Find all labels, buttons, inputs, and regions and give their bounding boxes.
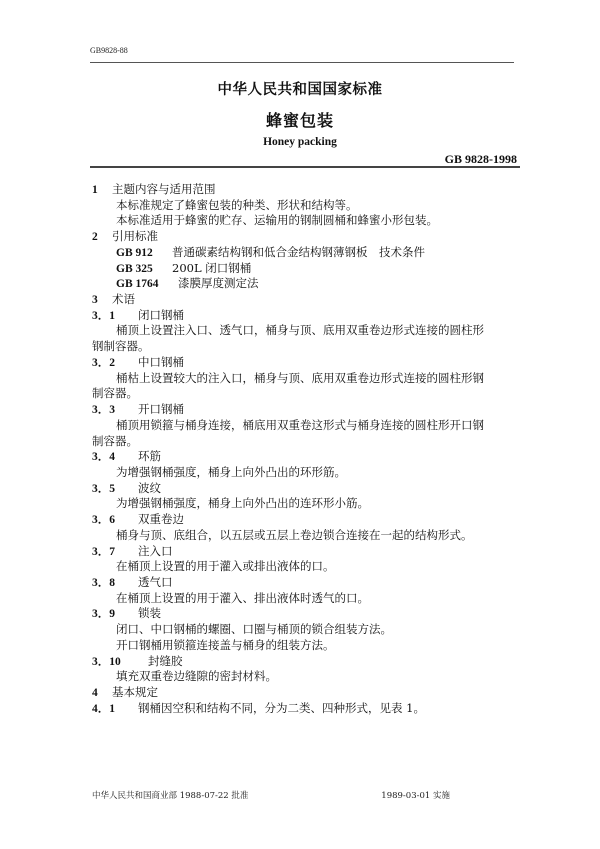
approval-note: 中华人民共和国商业部 1988-07-22 批准: [92, 791, 249, 801]
term-title: 环筋: [138, 449, 161, 464]
reference-code: GB 912: [116, 246, 153, 259]
reference-text: 普通碳素结构钢和低合金结构钢薄钢板 技术条件: [172, 244, 425, 259]
section-title: 基本规定: [112, 685, 158, 699]
section-heading: [92, 182, 522, 198]
term-definition: 桶枯上设置较大的注入口，桶身与顶、底用双重卷边形式连接的圆柱形钢: [116, 370, 484, 385]
term-title: 封缝胶: [148, 653, 183, 668]
reference-text: 200L 闭口钢桶: [172, 260, 252, 275]
section-heading: [92, 292, 522, 308]
term-number: 3．6: [92, 514, 115, 527]
clause-text: 钢桶因空积和结构不同，分为二类、四种形式，见表 1。: [138, 700, 425, 715]
clause-number: 4．1: [92, 702, 115, 715]
section-title: 术语: [112, 292, 135, 307]
page-header-code: GB9828-88: [90, 46, 128, 55]
term-heading: [92, 481, 522, 497]
term-heading: [92, 355, 522, 371]
term-definition: 桶顶用锁箍与桶身连接，桶底用双重卷这形式与桶身连接的圆柱形开口钢: [116, 417, 484, 432]
reference-item: [92, 245, 522, 261]
term-heading: [92, 512, 522, 528]
term-heading: [92, 449, 522, 465]
term-number: 3．8: [92, 576, 115, 589]
section-title: 引用标准: [112, 229, 158, 244]
section-heading: [92, 685, 522, 701]
section-number: 1: [92, 184, 98, 196]
section-title: 主题内容与适用范围: [112, 182, 216, 196]
term-number: 3．1: [92, 309, 115, 322]
term-number: 3．2: [92, 356, 115, 369]
document-body: [92, 182, 522, 716]
implementation-date: 1989-03-01 实施: [381, 791, 450, 801]
term-title: 双重卷边: [138, 512, 184, 527]
header-rule: [90, 62, 514, 63]
term-heading: [92, 654, 522, 670]
section-number: 4: [92, 687, 98, 699]
term-title: 波纹: [138, 480, 161, 495]
document-title-cn: 蜂蜜包装: [265, 111, 334, 130]
term-number: 3．4: [92, 451, 115, 464]
term-definition: 闭口、中口钢桶的螺圈、口圈与桶顶的锁合组装方法。: [116, 622, 392, 637]
paragraph: 本标准适用于蜂蜜的贮存、运输用的钢制圆桶和蜂蜜小形包装。: [116, 213, 438, 228]
term-title: 锁装: [138, 606, 161, 621]
term-title: 开口钢桶: [138, 402, 184, 417]
term-definition-continued: 钢制容器。: [92, 339, 150, 354]
term-heading: [92, 308, 522, 324]
term-number: 3．10: [92, 655, 121, 668]
term-heading: [92, 544, 522, 560]
term-definition: 在桶顶上设置的用于灌入或排出液体的口。: [116, 559, 335, 574]
term-number: 3．9: [92, 608, 115, 621]
term-title: 闭口钢桶: [138, 307, 184, 322]
term-definition-continued: 制容器。: [92, 433, 138, 448]
national-standard-title: 中华人民共和国国家标准: [217, 82, 383, 98]
paragraph: 本标准规定了蜂蜜包装的种类、形状和结构等。: [116, 197, 358, 212]
term-definition: 在桶顶上设置的用于灌入、排出液体时透气的口。: [116, 590, 369, 605]
term-number: 3．3: [92, 404, 115, 417]
term-heading: [92, 606, 522, 622]
term-number: 3．7: [92, 545, 115, 558]
term-definition-continued: 制容器。: [92, 386, 138, 401]
term-definition: 填充双重卷边缝隙的密封材料。: [116, 669, 277, 684]
section-number: 3: [92, 294, 98, 307]
section-heading: [92, 229, 522, 245]
title-rule: [90, 166, 520, 168]
reference-item: [92, 261, 522, 277]
clause: [92, 701, 522, 717]
term-title: 透气口: [138, 574, 173, 589]
term-definition: 为增强钢桶强度，桶身上向外凸出的环形筋。: [116, 464, 346, 479]
section-number: 2: [92, 231, 98, 244]
term-number: 3．5: [92, 482, 115, 495]
standard-number: GB 9828-1998: [444, 152, 517, 166]
reference-item: [92, 276, 522, 292]
term-definition: 桶身与顶、底组合，以五层或五层上卷边锁合连接在一起的结构形式。: [116, 527, 473, 542]
reference-code: GB 1764: [116, 278, 159, 291]
term-definition: 为增强钢桶强度，桶身上向外凸出的连环形小筋。: [116, 496, 369, 511]
reference-text: 漆膜厚度测定法: [178, 276, 259, 291]
term-definition: 桶顶上设置注入口、透气口，桶身与顶、底用双重卷边形式连接的圆柱形: [116, 323, 484, 338]
document-title-en: Honey packing: [263, 136, 337, 148]
reference-code: GB 325: [116, 262, 153, 275]
term-title: 注入口: [138, 543, 173, 558]
term-heading: [92, 575, 522, 591]
term-heading: [92, 402, 522, 418]
term-title: 中口钢桶: [138, 354, 184, 369]
term-definition: 开口钢桶用锁箍连接盖与桶身的组装方法。: [116, 637, 335, 652]
